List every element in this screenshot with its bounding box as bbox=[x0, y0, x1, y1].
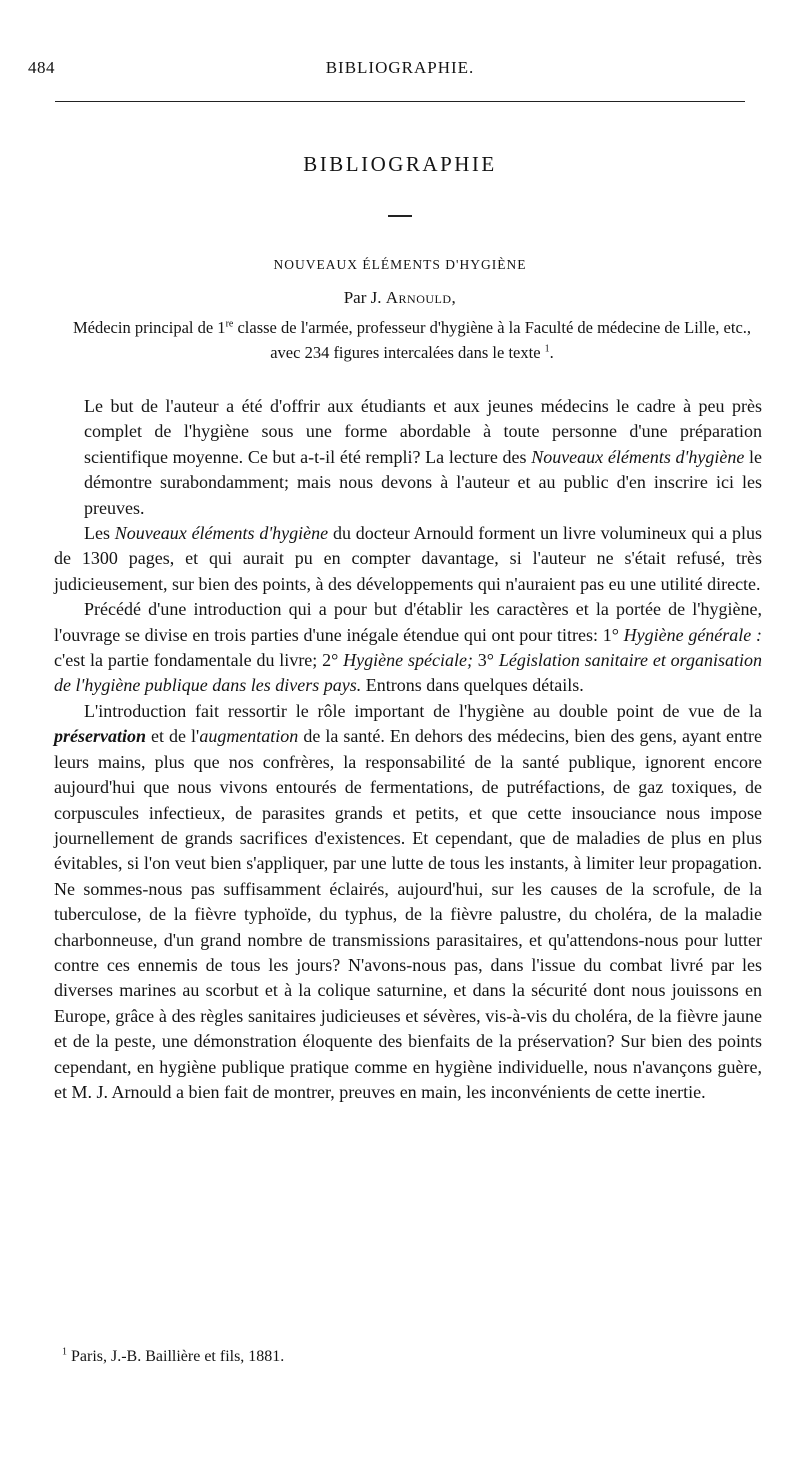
paragraph-2 bbox=[54, 521, 762, 597]
p3-text-d: Entrons dans quelques détails. bbox=[361, 675, 584, 696]
review-body bbox=[54, 394, 762, 1105]
footnote-marker-ref: 1 bbox=[544, 343, 550, 355]
book-title: NOUVEAUX ÉLÉMENTS D'HYGIÈNE bbox=[273, 257, 527, 272]
section-title: BIBLIOGRAPHIE bbox=[303, 152, 497, 176]
p4-text-c: de la santé. En dehors des médecins, bien des gens, ayant entre leurs mains, plus que nos confrères, la responsabilité de la santé publique, ignorent encore aujourd'hui que nous vivons entourés de fermentations, de putréfactions, de gaz toxiques, de corpuscules infectieux, de parasites grands et petits, et que cette insouciance nous impose journellement de grands sacrifices d'existences. Et cependant, que de maladies de plus en plus évitables, si l'on veut bien s'appliquer, par une lutte de tous les instants, à limiter leur propagation. Ne sommes-nous pas suffisamment éclairés, aujourd'hui, sur les causes de la scrofule, de la tuberculose, de la fièvre typhoïde, du typhus, de la fièvre palustre, du choléra, de la maladie charbonneuse, d'un grand nombre de transmissions parasitaires, et qu'attendons-nous pour lutter contre ces ennemis de tous les jours? N'avons-nous pas, dans l'issue du combat livré par les diverses marines au scorbut et à la colique saturnine, et dans la sécurité dont nous jouissons en Europe, grâce à des règles sanitaires judicieuses et sévères, vis-à-vis du choléra, de la fièvre jaune et de la peste, une démonstration éloquente des bienfaits de la préservation? Sur bien des points cependant, en hygiène publique pratique comme en hygiène individuelle, nous n'avançons guère, et M. J. Arnould a bien fait de montrer, preuves en main, les inconvénients de cette inertie. bbox=[54, 726, 762, 1102]
header-rule bbox=[55, 101, 745, 102]
p2-text-a: Les bbox=[84, 523, 115, 544]
author-name: Arnould, bbox=[385, 288, 457, 307]
paragraph-1 bbox=[54, 394, 762, 521]
running-title: BIBLIOGRAPHIE. bbox=[325, 58, 475, 77]
author-desc-part-2: classe de l'armée, professeur d'hygiène à la Faculté de médecine de Lille, etc., avec 234 figures intercalées dans le texte bbox=[233, 318, 752, 362]
p3-part-2-title: Hygiène spéciale; bbox=[343, 650, 473, 671]
p3-part-1-title: Hygiène générale : bbox=[623, 624, 762, 645]
running-header bbox=[28, 58, 772, 88]
p1-book-title: Nouveaux éléments d'hygiène bbox=[531, 446, 745, 467]
p4-text-a: L'introduction fait ressortir le rôle important de l'hygiène au double point de vue de la bbox=[84, 700, 762, 721]
p3-text-b: c'est la partie fondamentale du livre; 2° bbox=[54, 650, 344, 671]
p1-text-b: le démontre surabondamment; mais nous devons à l'auteur et au public d'en inscrire ici les preuves. bbox=[84, 446, 763, 518]
author-description bbox=[62, 315, 762, 365]
footnote bbox=[62, 1348, 762, 1366]
p3-text-a: Précédé d'une introduction qui a pour but d'établir les caractères et la portée de l'hygiène, l'ouvrage se divise en trois parties d'une inégale étendue qui ont pour titres: 1° bbox=[54, 599, 762, 645]
p3-text-c: 3° bbox=[472, 650, 499, 671]
p3-part-3-title: Législation sanitaire et organisation de l'hygiène publique dans les divers pays. bbox=[54, 650, 763, 696]
author-line bbox=[0, 288, 800, 308]
author-desc-superscript: re bbox=[225, 318, 234, 330]
p2-text-b: du docteur Arnould forment un livre volumineux qui a plus de 1300 pages, et qui aurait pu en compter davantage, si l'auteur ne s'était refusé, très judicieusement, sur bien des points, à des développements qui n'auraient pas eu une utilité directe. bbox=[54, 523, 763, 594]
title-dash bbox=[388, 215, 412, 217]
footnote-text: Paris, J.-B. Baillière et fils, 1881. bbox=[67, 1348, 285, 1365]
footnote-marker: 1 bbox=[62, 1346, 67, 1358]
author-desc-part-1: Médecin principal de 1 bbox=[72, 318, 226, 337]
author-prefix: Par J. bbox=[343, 288, 382, 307]
p2-book-title: Nouveaux éléments d'hygiène bbox=[114, 523, 329, 544]
p4-text-b: et de l' bbox=[146, 726, 200, 747]
p1-text-a: Le but de l'auteur a été d'offrir aux étudiants et aux jeunes médecins le cadre à peu près complet de l'hygiène sous une forme abordable à toute personne d'une préparation scientifique moyenne. Ce but a-t-il été rempli? La lecture des bbox=[84, 396, 762, 467]
page-number: 484 bbox=[28, 58, 55, 77]
author-desc-end: . bbox=[549, 343, 554, 362]
paragraph-4 bbox=[54, 699, 762, 1106]
paragraph-3 bbox=[54, 597, 762, 699]
p4-term-preservation: préservation bbox=[54, 726, 146, 747]
p4-term-augmentation: augmentation bbox=[199, 726, 299, 747]
